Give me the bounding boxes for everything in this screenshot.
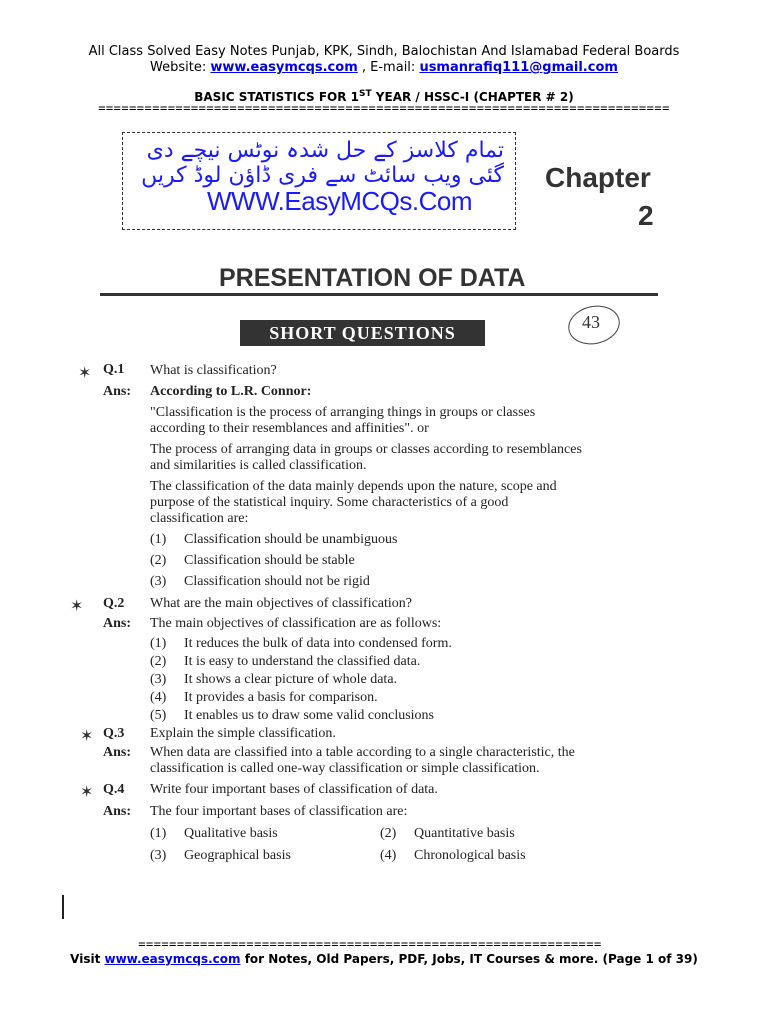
list-item: (4) Chronological basis: [380, 848, 526, 863]
urdu-ad-text: تمام کلاسز کے حل شدہ نوٹس نیچے دی گئی ویب سائٹ سے فری ڈاؤن لوڈ کریں: [141, 138, 504, 188]
footer-line: Visit www.easymcqs.com for Notes, Old Papers, PDF, Jobs, IT Courses & more. (Page 1 of 39): [70, 952, 698, 966]
list-item: (3) Geographical basis: [150, 848, 291, 863]
list-item: (1) Classification should be unambiguous: [150, 532, 398, 547]
q2-question: What are the main objectives of classification?: [150, 596, 413, 611]
q4-ans-label: Ans:: [103, 804, 132, 819]
q1-para3-line2: purpose of the statistical inquiry. Some characteristics of a good: [150, 495, 509, 510]
list-item: (2) Quantitative basis: [380, 826, 515, 841]
list-item: (2) Classification should be stable: [150, 553, 355, 568]
chapter-title: PRESENTATION OF DATA: [219, 264, 526, 292]
q2-ans-label: Ans:: [103, 616, 132, 631]
ad-url: WWW.EasyMCQs.Com: [207, 186, 472, 216]
q1-para1-line2: according to their resemblances and affinities". or: [150, 421, 429, 436]
q1-para2-line2: and similarities is called classification.: [150, 458, 367, 473]
footer-website-link[interactable]: www.easymcqs.com: [104, 952, 241, 966]
q3-ans-label: Ans:: [103, 745, 132, 760]
website-label: Website:: [150, 60, 207, 75]
header-boards-line: All Class Solved Easy Notes Punjab, KPK, Sindh, Balochistan And Islamabad Federal Boards: [88, 44, 680, 59]
list-item: (3) Classification should not be rigid: [150, 574, 370, 589]
list-item: (3) It shows a clear picture of whole data.: [150, 672, 398, 687]
margin-tick: [62, 895, 64, 919]
footer-divider: ============================================================: [138, 937, 602, 951]
q2-label: Q.2: [103, 596, 125, 611]
list-item: (2) It is easy to understand the classified data.: [150, 654, 421, 669]
star-mark-icon: ✶: [78, 363, 92, 382]
list-item: (1) It reduces the bulk of data into condensed form.: [150, 636, 452, 651]
q3-answer-line1: When data are classified into a table according to a single characteristic, the: [150, 745, 575, 760]
header-contact-line: [0, 60, 768, 76]
q3-answer-line2: classification is called one-way classification or simple classification.: [150, 761, 540, 776]
q2-intro: The main objectives of classification are as follows:: [150, 616, 442, 631]
q1-ans-label: Ans:: [103, 384, 132, 399]
q1-para3-line1: The classification of the data mainly depends upon the nature, scope and: [150, 479, 557, 494]
q1-para1-line1: "Classification is the process of arranging things in groups or classes: [150, 405, 536, 420]
q1-label: Q.1: [103, 362, 125, 377]
list-item: (4) It provides a basis for comparison.: [150, 690, 378, 705]
q1-para2-line1: The process of arranging data in groups or classes according to resemblances: [150, 442, 582, 457]
q1-para3-line3: classification are:: [150, 511, 249, 526]
list-item: (5) It enables us to draw some valid conclusions: [150, 708, 435, 723]
list-item: (1) Qualitative basis: [150, 826, 278, 841]
q3-question: Explain the simple classification.: [150, 726, 336, 741]
q1-ans-head: According to L.R. Connor:: [150, 384, 312, 399]
subject-line: BASIC STATISTICS FOR 1ST YEAR / HSSC-I (CHAPTER # 2): [194, 89, 574, 104]
chapter-number: 2: [638, 200, 654, 231]
email-label: , E-mail:: [361, 60, 416, 75]
header-divider: ==========================================================================: [98, 101, 670, 115]
title-underline: [100, 293, 658, 296]
q3-label: Q.3: [103, 726, 125, 741]
chapter-label: Chapter: [545, 162, 651, 193]
website-link[interactable]: www.easymcqs.com: [210, 60, 358, 75]
star-mark-icon: ✶: [80, 782, 94, 801]
star-mark-icon: ✶: [70, 596, 84, 615]
margin-note: 43: [582, 312, 600, 332]
q1-question: What is classification?: [150, 363, 277, 378]
q4-label: Q.4: [103, 782, 125, 797]
q4-question: Write four important bases of classification of data.: [150, 782, 438, 797]
star-mark-icon: ✶: [80, 726, 94, 745]
q4-intro: The four important bases of classification are:: [150, 804, 408, 819]
section-banner: SHORT QUESTIONS: [240, 320, 485, 346]
email-link[interactable]: usmanrafiq111@gmail.com: [419, 60, 618, 75]
